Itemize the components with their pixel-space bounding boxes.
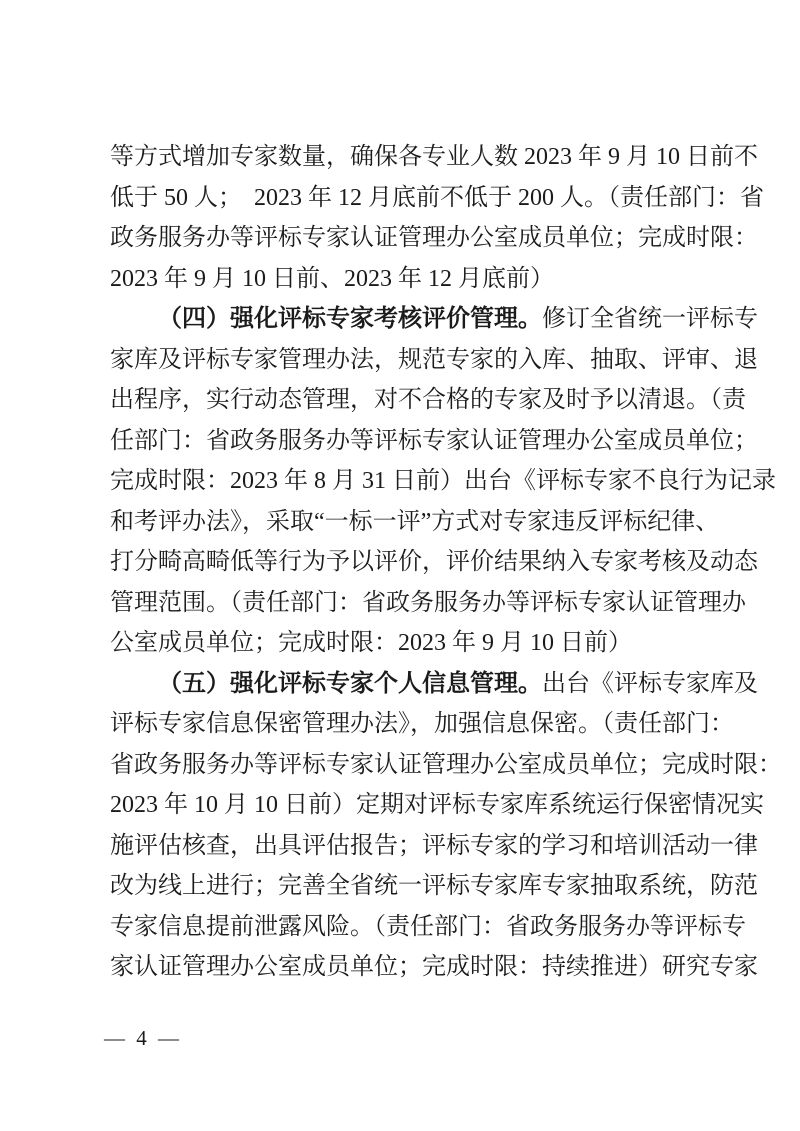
page-number: — 4 — <box>104 1026 182 1050</box>
text-line <box>110 421 758 462</box>
line-text: 和考评办法》，采取“一标一评”方式对专家违反评标纪律、 <box>110 508 720 535</box>
line-text: 2023 年 10 月 10 日前）定期对评标专家库系统运行保密情况实 <box>110 792 764 818</box>
line-text: 低于 50 人； 2023 年 12 月底前不低于 200 人。（责任部门：省 <box>110 184 764 211</box>
line-text: 政务服务办等评标专家认证管理办公室成员单位；完成时限： <box>110 225 758 251</box>
line-text: 2023 年 9 月 10 日前、2023 年 12 月底前） <box>110 265 554 292</box>
text-line <box>110 340 758 381</box>
line-text: 家库及评标专家管理办法，规范专家的入库、抽取、评审、退 <box>110 346 758 373</box>
text-line <box>110 542 758 583</box>
line-text: 出程序，实行动态管理，对不合格的专家及时予以清退。（责 <box>110 387 746 413</box>
section-heading-text: （五）强化评标专家个人信息管理。 <box>158 670 542 697</box>
text-line <box>110 583 746 624</box>
text-line <box>110 461 776 502</box>
line-text: 改为线上进行；完善全省统一评标专家库专家抽取系统，防范 <box>110 873 758 899</box>
text-line <box>110 866 758 907</box>
line-text: 专家信息提前泄露风险。（责任部门：省政务服务办等评标专 <box>110 913 746 940</box>
text-line <box>110 745 782 786</box>
text-line <box>110 826 758 867</box>
line-text: 施评估核查，出具评估报告；评标专家的学习和培训活动一律 <box>110 832 758 859</box>
text-line <box>110 380 746 421</box>
line-text: 完成时限：2023 年 8 月 31 日前）出台《评标专家不良行为记录 <box>110 468 776 494</box>
line-text: 评标专家信息保密管理办法》，加强信息保密。（责任部门： <box>110 711 734 737</box>
line-text: 公室成员单位；完成时限：2023 年 9 月 10 日前） <box>110 630 632 656</box>
line-text: 打分畸高畸低等行为予以评价，评价结果纳入专家考核及动态 <box>110 549 758 575</box>
line-text: 修订全省统一评标专 <box>542 306 758 332</box>
text-line <box>110 178 764 219</box>
line-text: 任部门：省政务服务办等评标专家认证管理办公室成员单位； <box>110 427 758 454</box>
document-body <box>110 137 782 988</box>
text-line <box>110 785 764 826</box>
section-heading-line-5 <box>110 664 758 705</box>
section-heading-line-4 <box>110 299 758 340</box>
text-line <box>110 704 734 745</box>
text-line <box>110 502 720 543</box>
line-text: 家认证管理办公室成员单位；完成时限：持续推进）研究专家 <box>110 954 758 980</box>
text-line <box>110 259 696 300</box>
text-line <box>110 947 758 988</box>
text-line <box>110 218 758 259</box>
line-text: 出台《评标专家库及 <box>542 670 758 697</box>
section-heading-text: （四）强化评标专家考核评价管理。 <box>158 306 542 332</box>
text-line <box>110 907 746 948</box>
text-line <box>110 137 758 178</box>
text-line <box>110 623 696 664</box>
line-text: 等方式增加专家数量，确保各专业人数 2023 年 9 月 10 日前不 <box>110 144 758 170</box>
line-text: 省政务服务办等评标专家认证管理办公室成员单位；完成时限： <box>110 751 782 778</box>
line-text: 管理范围。（责任部门：省政务服务办等评标专家认证管理办 <box>110 589 746 616</box>
